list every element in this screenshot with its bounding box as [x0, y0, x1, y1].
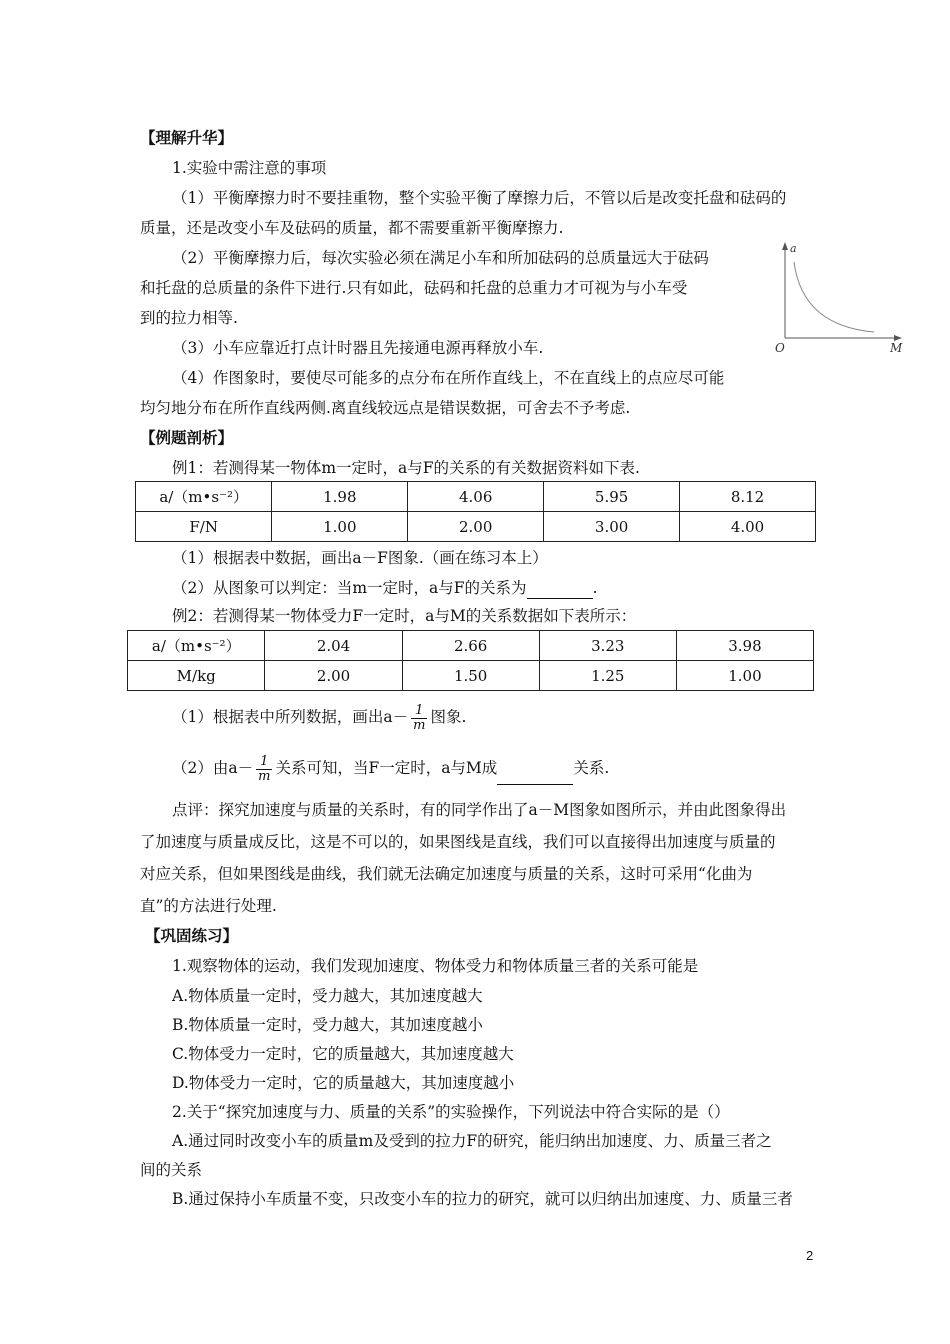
question-text: （2）从图象可以判定：当m一定时，a与F的关系为: [172, 579, 527, 597]
fraction-numerator: 1: [256, 755, 272, 770]
comment-line-2: 了加速度与质量成反比，这是不可以的，如果图线是直线，我们可以直接得出加速度与质量的: [140, 833, 776, 851]
paragraph-1-line-1: （1）平衡摩擦力时不要挂重物，整个实验平衡了摩擦力后，不管以后是改变托盘和砝码的: [172, 189, 787, 207]
practice-question-1: 1.观察物体的运动，我们发现加速度、物体受力和物体质量三者的关系可能是: [172, 957, 699, 975]
paragraph-3: （3）小车应靠近打点计时器且先接通电源再释放小车.: [172, 339, 544, 357]
example-2-intro: 例2：若测得某一物体受力F一定时，a与M的关系数据如下表所示：: [172, 607, 637, 625]
table-cell: 1.98: [272, 482, 408, 512]
table-cell: 1.00: [676, 661, 813, 691]
y-axis-label: a: [790, 242, 797, 255]
example-2-question-1: [172, 701, 466, 733]
comment-line-4: 直”的方法进行处理.: [140, 897, 277, 915]
item-title: 1.实验中需注意的事项: [172, 159, 327, 177]
table-cell: 2.04: [265, 631, 402, 661]
question-text-mid: 关系可知，当F一定时，a与M成: [275, 759, 498, 777]
table-cell: 1.00: [272, 512, 408, 542]
table-cell: 3.98: [676, 631, 813, 661]
table-row: [128, 631, 814, 661]
section-heading-examples: 【例题剖析】: [140, 428, 234, 447]
section-heading-practice: 【巩固练习】: [145, 926, 239, 945]
practice-q2-option-a-line-1: A.通过同时改变小车的质量m及受到的拉力F的研究，能归纳出加速度、力、质量三者之: [172, 1132, 772, 1150]
example-2-question-2: [172, 752, 609, 785]
table-cell: 3.23: [539, 631, 676, 661]
table-cell: 2.00: [265, 661, 402, 691]
example-1-question-2: [172, 578, 598, 599]
table-example-2: [127, 630, 814, 691]
question-text: （2）由a－: [172, 759, 254, 777]
table-row: [136, 512, 816, 542]
table-row: [128, 661, 814, 691]
practice-q1-option-d: D.物体受力一定时，它的质量越大，其加速度越小: [172, 1074, 515, 1092]
practice-q1-option-b: B.物体质量一定时，受力越大，其加速度越小: [172, 1016, 483, 1034]
practice-q1-option-c: C.物体受力一定时，它的质量越大，其加速度越大: [172, 1045, 514, 1063]
table-cell: 2.66: [402, 631, 539, 661]
table-cell: 1.50: [402, 661, 539, 691]
practice-question-2: 2.关于“探究加速度与力、质量的关系”的实验操作，下列说法中符合实际的是（）: [172, 1103, 730, 1121]
fraction-denominator: m: [258, 768, 271, 784]
comment-line-1: 点评：探究加速度与质量的关系时，有的同学作出了a－M图象如图所示，并由此图象得出: [172, 801, 787, 819]
paragraph-2-line-2: 和托盘的总质量的条件下进行.只有如此，砝码和托盘的总重力才可视为与小车受: [140, 279, 688, 297]
practice-q2-option-a-line-2: 间的关系: [140, 1161, 203, 1179]
x-axis-label: M: [890, 341, 903, 355]
table-row: [136, 482, 816, 512]
practice-q1-option-a: A.物体质量一定时，受力越大，其加速度越大: [172, 987, 483, 1005]
inverse-curve: [794, 262, 874, 332]
question-end: .: [592, 579, 598, 597]
fraction-one-over-m: [411, 704, 427, 733]
paragraph-4-line-2: 均匀地分布在所作直线两侧.离直线较远点是错误数据，可舍去不予考虑.: [140, 399, 631, 417]
a-m-curve-figure: [770, 238, 910, 358]
table-cell: 2.00: [408, 512, 544, 542]
paragraph-2-line-3: 到的拉力相等.: [140, 309, 238, 327]
fraction-one-over-m: [256, 755, 272, 784]
paragraph-4-line-1: （4）作图象时，要使尽可能多的点分布在所作直线上，不在直线上的点应尽可能: [172, 369, 725, 387]
answer-blank[interactable]: [527, 578, 593, 599]
table-cell: a/（m•s⁻²）: [128, 631, 265, 661]
table-cell: 4.00: [680, 512, 816, 542]
paragraph-1-line-2: 质量，还是改变小车及砝码的质量，都不需要重新平衡摩擦力.: [140, 219, 564, 237]
question-text-end: 图象.: [430, 708, 467, 726]
example-1-question-1: （1）根据表中数据，画出a－F图象.（画在练习本上）: [172, 549, 548, 567]
page-number: 2: [806, 1248, 814, 1263]
table-cell: 5.95: [544, 482, 680, 512]
example-1-intro: 例1：若测得某一物体m一定时，a与F的关系的有关数据资料如下表.: [172, 459, 640, 477]
question-text: （1）根据表中所列数据，画出a－: [172, 708, 409, 726]
section-heading-understanding: 【理解升华】: [140, 128, 234, 147]
table-cell: a/（m•s⁻²）: [136, 482, 272, 512]
y-axis-arrow: [782, 242, 788, 250]
question-text-end: 关系.: [573, 759, 610, 777]
origin-label: O: [775, 341, 785, 355]
practice-q2-option-b-line-1: B.通过保持小车质量不变，只改变小车的拉力的研究，就可以归纳出加速度、力、质量三者: [172, 1190, 793, 1208]
fraction-denominator: m: [413, 717, 426, 733]
paragraph-2-line-1: （2）平衡摩擦力后，每次实验必须在满足小车和所加砝码的总质量远大于砝码: [172, 249, 709, 267]
answer-blank[interactable]: [497, 752, 573, 785]
comment-line-3: 对应关系，但如果图线是曲线，我们就无法确定加速度与质量的关系，这时可采用“化曲为: [140, 865, 753, 883]
table-cell: 8.12: [680, 482, 816, 512]
table-cell: 1.25: [539, 661, 676, 691]
table-example-1: [135, 481, 816, 542]
fraction-numerator: 1: [411, 704, 427, 719]
table-cell: M/kg: [128, 661, 265, 691]
table-cell: F/N: [136, 512, 272, 542]
table-cell: 3.00: [544, 512, 680, 542]
table-cell: 4.06: [408, 482, 544, 512]
